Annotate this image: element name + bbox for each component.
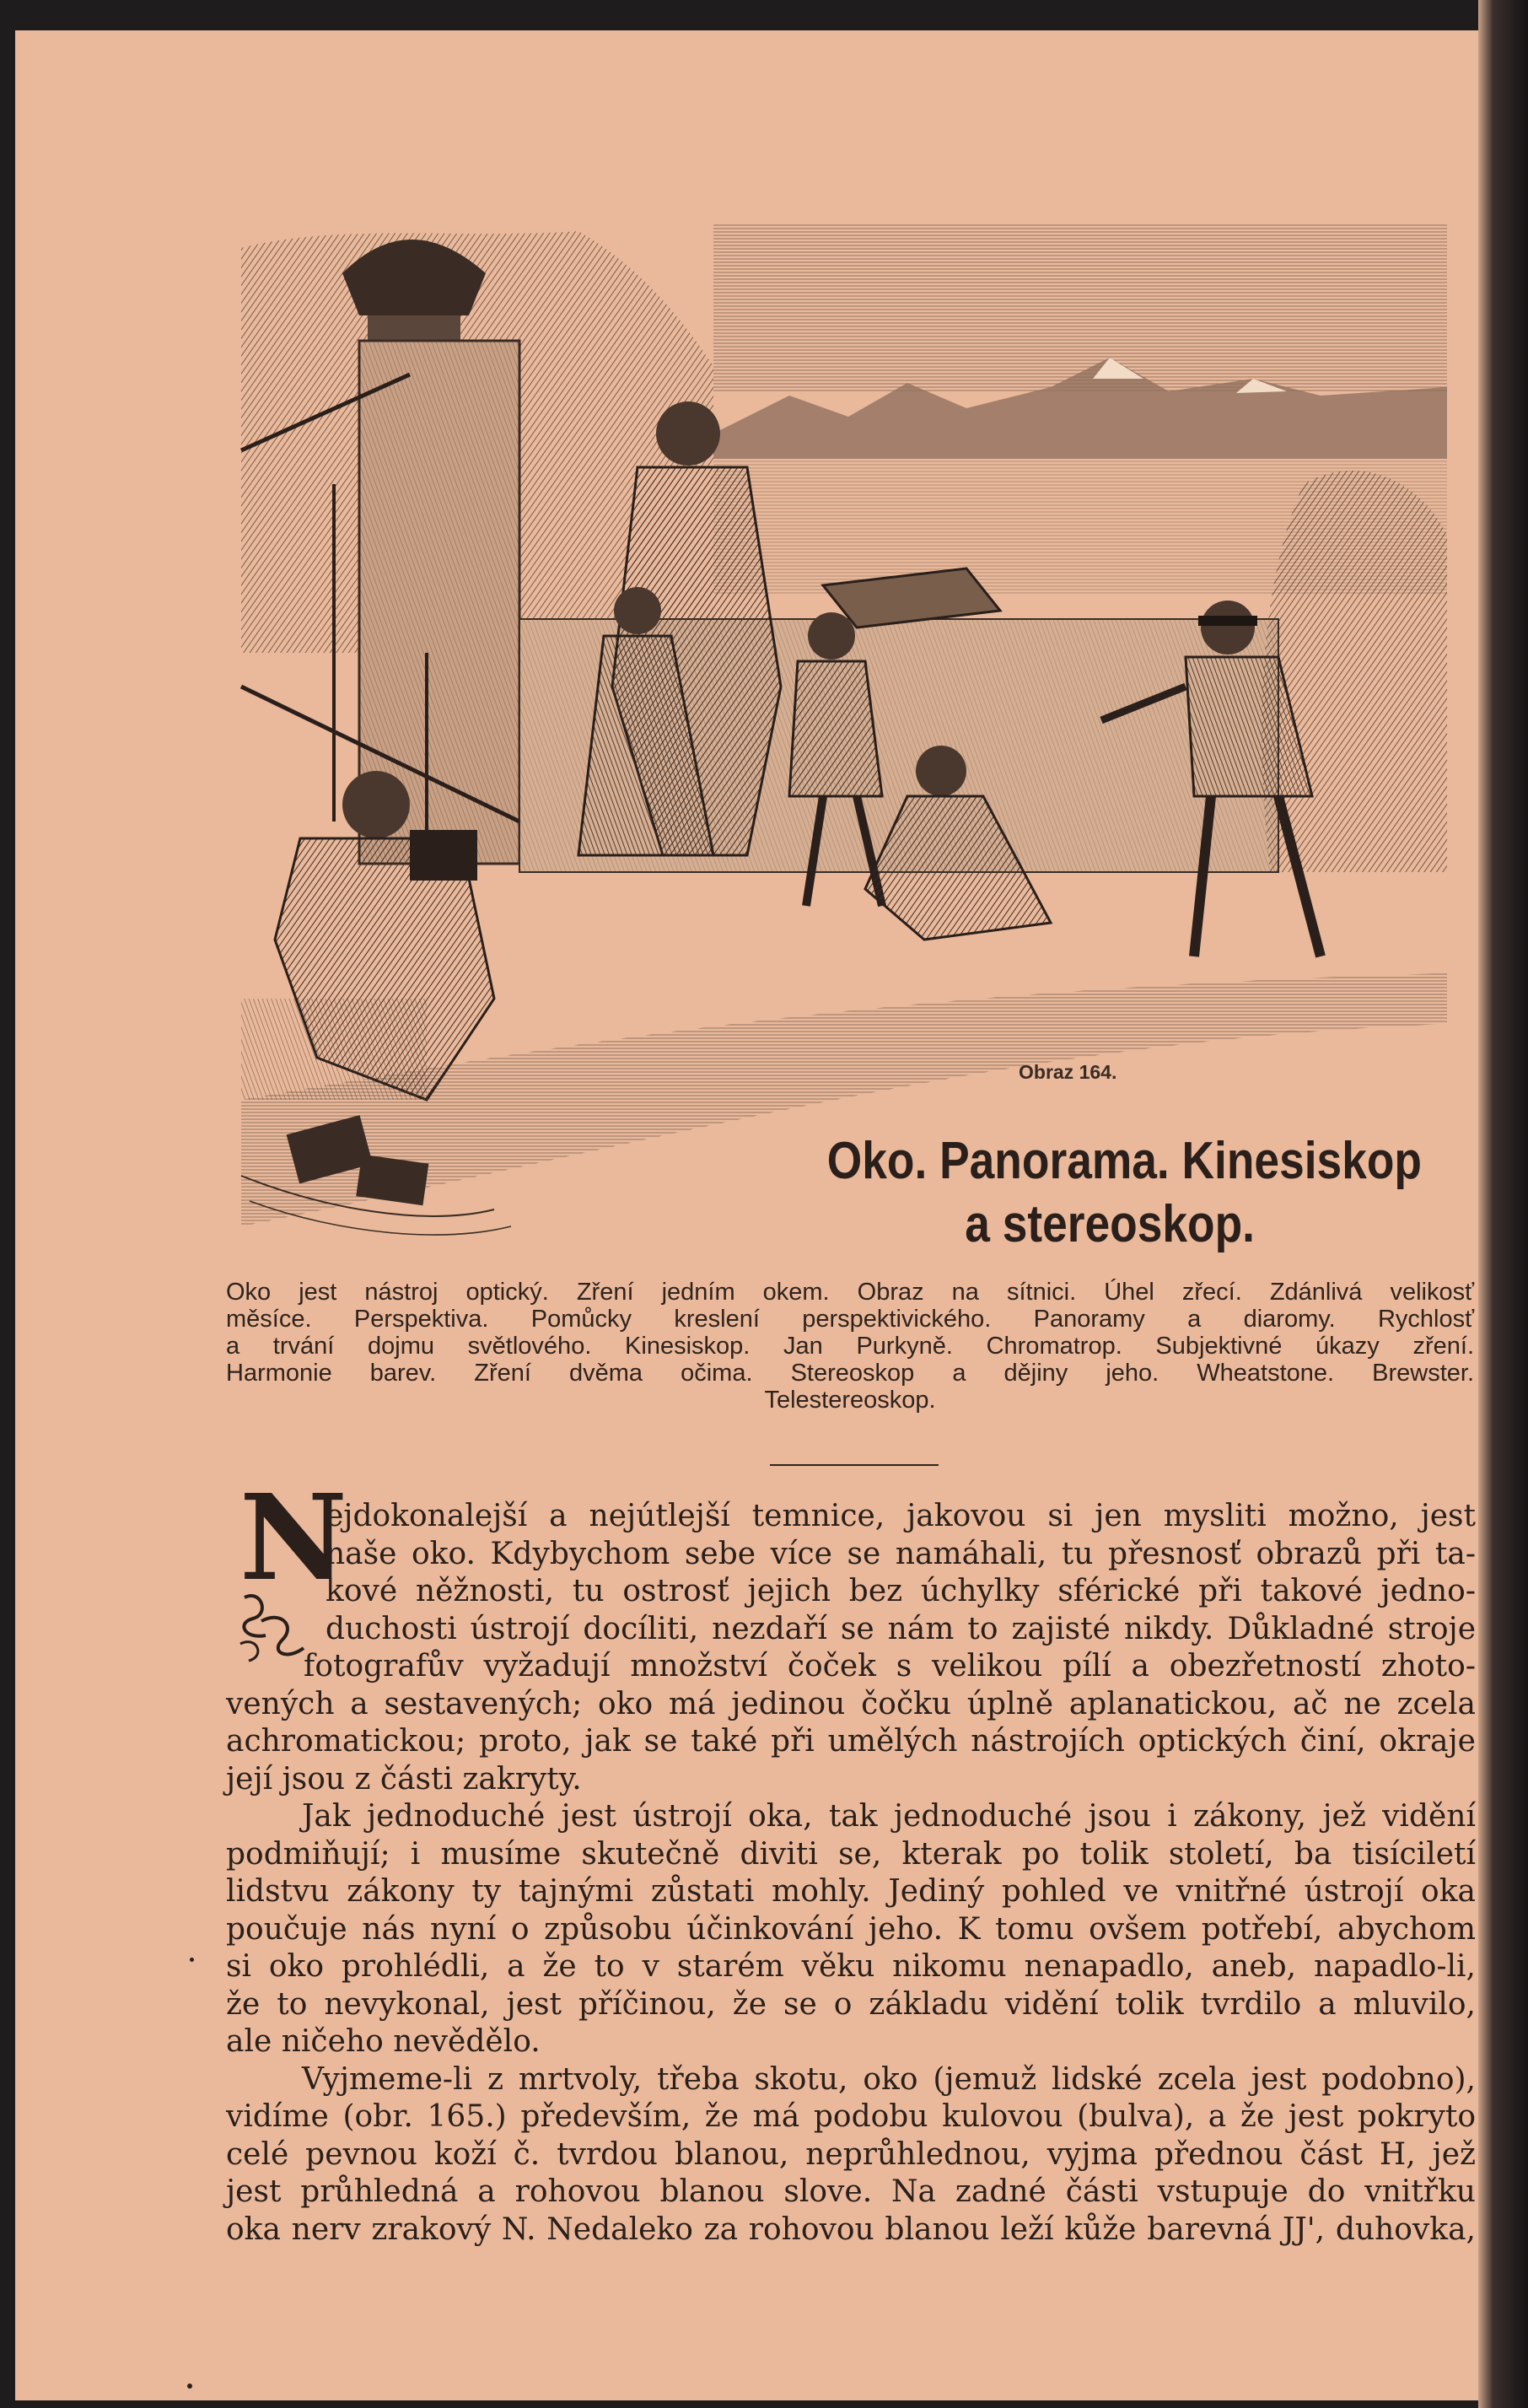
body-line: ale ničeho nevědělo. xyxy=(226,2024,541,2059)
body-line: Vyjmeme-li z mrtvoly, třeba skotu, oko (jemuž lidské zcela jest podobno), xyxy=(302,2061,1476,2097)
body-line: duchosti ústrojí docíliti, nezdaří se nám to zajisté nikdy. Důkladné stroje xyxy=(326,1611,1476,1646)
figure-caption: Obraz 164. xyxy=(1019,1061,1117,1083)
body-line: Jak jednoduché jest ústrojí oka, tak jednoduché jsou i zákony, jež vidění xyxy=(302,1799,1476,1834)
body-line: její jsou z části zakryty. xyxy=(226,1761,582,1797)
body-line: oka nerv zrakový N. Nedaleko za rohovou blanou leží kůže barevná JJ', duhovka, xyxy=(226,2211,1476,2247)
body-line: vidíme (obr. 165.) především, že má podobu kulovou (bulva), a že jest pokryto xyxy=(226,2099,1476,2134)
body-line: kové něžnosti, tu ostrosť jejich bez úchylky sférické při takové jedno- xyxy=(326,1574,1476,1608)
engraving-illustration xyxy=(241,214,1455,1252)
body-text xyxy=(226,1498,1476,2249)
summary-line: Telestereoskop. xyxy=(764,1387,936,1414)
summary-line: Harmonie barev. Zření dvěma očima. Stereoskop a dějiny jeho. Wheatstone. Brewster. xyxy=(226,1360,1474,1387)
divider-rule xyxy=(770,1464,939,1466)
body-line: že to nevykonal, jest příčinou, že se o základu vidění tolik tvrdilo a mluvilo, xyxy=(226,1986,1476,2022)
body-line: jest průhledná a rohovou blanou slove. Na zadné části vstupuje do vnitřku xyxy=(226,2174,1476,2209)
body-line: poučuje nás nyní o způsobu účinkování jeho. K tomu ovšem potřebí, abychom xyxy=(226,1911,1476,1947)
body-line: lidstvu zákony ty tajnými zůstati mohly. Jediný pohled ve vnitřné ústrojí oka xyxy=(226,1874,1476,1909)
ink-speck xyxy=(187,2384,192,2389)
body-line: naše oko. Kdybychom sebe více se namáhali, tu přesnosť obrazů při ta- xyxy=(326,1536,1476,1571)
chapter-summary xyxy=(226,1279,1474,1414)
summary-line: Oko jest nástroj optický. Zření jedním okem. Obraz na sítnici. Úhel zřecí. Zdánlivá velikosť xyxy=(226,1279,1474,1306)
body-line: podmiňují; i musíme skutečně diviti se, kterak po tolik století, ba tisíciletí xyxy=(226,1836,1476,1872)
summary-line: a trvání dojmu světlového. Kinesiskop. Jan Purkyně. Chromatrop. Subjektivné úkazy zření. xyxy=(226,1333,1474,1360)
body-line: vených a sestavených; oko má jedinou čočku úplně aplanatickou, ač ne zcela xyxy=(226,1686,1476,1721)
body-line: celé pevnou koží č. tvrdou blanou, neprůhlednou, vyjma přednou část H, jež xyxy=(226,2136,1476,2172)
chapter-title-line2: a stereoskop. xyxy=(965,1195,1255,1253)
body-line: si oko prohlédli, a že to v starém věku nikomu nenapadlo, aneb, napadlo-li, xyxy=(226,1949,1476,1984)
ink-speck xyxy=(190,1958,194,1962)
body-line: fotografův vyžadují množství čoček s velikou pílí a obezřetností zhoto- xyxy=(304,1649,1476,1683)
body-line: achromatickou; proto, jak se také při umělých nástrojích optických činí, okraje xyxy=(226,1724,1476,1759)
svg-text:N: N xyxy=(239,1469,347,1608)
book-page xyxy=(15,30,1478,2400)
chapter-title-line1: Oko. Panorama. Kinesiskop xyxy=(826,1132,1422,1190)
summary-line: měsíce. Perspektiva. Pomůcky kreslení perspektivického. Panoramy a diaromy. Rychlosť xyxy=(226,1306,1474,1333)
book-spine-edge xyxy=(1478,0,1528,2408)
body-line: ejdokonalejší a nejútlejší temnice, jakovou si jen mysliti možno, jest xyxy=(326,1499,1476,1533)
